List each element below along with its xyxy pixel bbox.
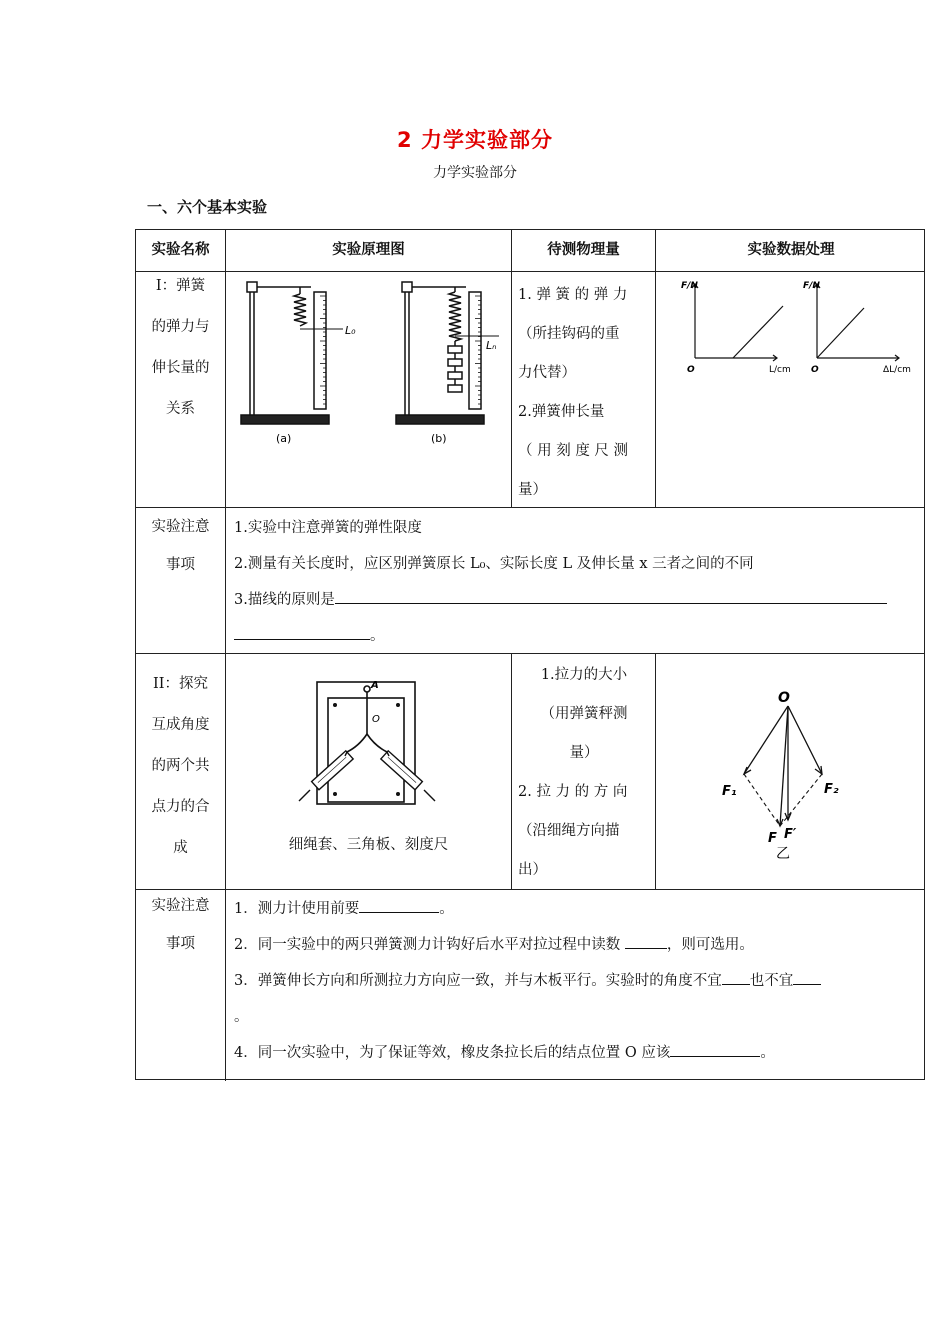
quantity-line: 2. 拉 力 的 方 向 xyxy=(518,784,628,800)
quantity-line: （用弹簧秤测 xyxy=(540,706,628,722)
graph2-y-label: F/N xyxy=(803,281,820,291)
exp1-quantities xyxy=(518,276,650,510)
note-text: 。 xyxy=(370,628,385,644)
quantity-line: （沿细绳方向描 xyxy=(518,823,620,839)
note-item xyxy=(234,927,914,963)
note-item xyxy=(234,891,914,927)
quantity-line: （ 用 刻 度 尺 测 xyxy=(518,443,629,459)
fill-blank[interactable] xyxy=(234,625,370,640)
quantity-line: （所挂钩码的重 xyxy=(518,326,620,342)
fill-blank[interactable] xyxy=(359,898,439,913)
label-yi: 乙 xyxy=(776,846,790,860)
exp2-name-line: 互成角度 xyxy=(151,717,210,733)
header-diagram: 实验原理图 xyxy=(332,242,405,258)
label-b: (b) xyxy=(431,432,447,445)
note-text: ，则可选用。 xyxy=(666,937,754,953)
label-F1: F₁ xyxy=(722,784,737,799)
notes-label-line: 实验注意 xyxy=(151,519,210,535)
exp2-notes-label xyxy=(136,887,225,963)
notes-label-line: 事项 xyxy=(166,557,195,573)
exp1-name-line: 关系 xyxy=(166,401,195,417)
note-item xyxy=(234,1035,914,1071)
exp1-notes xyxy=(234,510,914,654)
note-item xyxy=(234,963,914,999)
note-text: 3．弹簧伸长方向和所测拉力方向应一致，并与木板平行。实验时的角度不宜 xyxy=(234,973,722,989)
exp1-name xyxy=(136,266,225,430)
quantity-line: 2.弹簧伸长量 xyxy=(518,404,605,420)
exp2-name xyxy=(136,664,225,869)
exp2-name-line: 成 xyxy=(173,840,188,856)
note-item: 2.测量有关长度时，应区别弹簧原长 L₀、实际长度 L 及伸长量 x 三者之间的不同 xyxy=(234,556,754,572)
label-a: (a) xyxy=(276,432,292,445)
page-title: 2 力学实验部分 xyxy=(397,128,553,152)
header-quantity: 待测物理量 xyxy=(547,242,620,258)
note-item: 1.实验中注意弹簧的弹性限度 xyxy=(234,520,422,536)
fill-blank[interactable] xyxy=(793,970,821,985)
quantity-line: 1. 弹 簧 的 弹 力 xyxy=(518,287,628,303)
fill-blank[interactable] xyxy=(625,934,667,949)
quantity-line: 量） xyxy=(518,482,547,498)
fill-blank[interactable] xyxy=(722,970,750,985)
header-name: 实验名称 xyxy=(151,242,210,258)
quantity-line: 力代替） xyxy=(518,365,576,381)
note-text: 3.描线的原则是 xyxy=(234,592,335,608)
label-F: F xyxy=(768,831,777,846)
quantity-line: 量） xyxy=(569,745,599,761)
force-parallelogram-diagram xyxy=(716,690,846,860)
page-subtitle: 力学实验部分 xyxy=(433,165,517,181)
graph2-origin: O xyxy=(811,365,819,375)
exp2-name-line: 的两个共 xyxy=(151,758,210,774)
header-data: 实验数据处理 xyxy=(747,242,835,258)
fill-blank[interactable] xyxy=(670,1042,760,1057)
graph1-origin: O xyxy=(687,365,695,375)
force-extension-graphs xyxy=(661,274,923,384)
note-text: 。 xyxy=(760,1045,775,1061)
note-text: 4．同一次实验中，为了保证等效，橡皮条拉长后的结点位置 O 应该 xyxy=(234,1045,671,1061)
exp1-name-line: 的弹力与 xyxy=(151,319,210,335)
note-item xyxy=(234,582,914,618)
graph2-x-label: ΔL/cm xyxy=(883,365,911,375)
quantity-line: 1.拉力的大小 xyxy=(540,667,628,683)
label-O-force: O xyxy=(778,690,790,706)
graph1-y-label: F/N xyxy=(681,281,698,291)
notes-label-line: 事项 xyxy=(166,936,195,952)
label-Ln: Lₙ xyxy=(486,339,497,352)
notes-label-line: 实验注意 xyxy=(151,898,210,914)
note-item xyxy=(234,618,914,654)
exp1-notes-label xyxy=(136,508,225,584)
exp2-name-line: II：探究 xyxy=(153,676,208,692)
label-L0: L₀ xyxy=(345,324,356,337)
exp1-name-line: I：弹簧 xyxy=(155,278,206,294)
exp2-notes xyxy=(234,891,914,1071)
force-board-diagram xyxy=(281,676,456,816)
section-heading: 一、六个基本实验 xyxy=(147,198,268,216)
label-F-prime: F′ xyxy=(784,827,797,842)
exp1-name-line: 伸长量的 xyxy=(151,360,210,376)
experiments-table xyxy=(135,229,925,1080)
label-O-board: O xyxy=(372,714,380,725)
note-text: 1．测力计使用前要 xyxy=(234,901,360,917)
note-item: 。 xyxy=(234,1009,249,1025)
label-A: A xyxy=(371,680,379,691)
note-text: 也不宜 xyxy=(749,973,794,989)
exp2-quantities xyxy=(518,656,650,890)
spring-apparatus-diagram xyxy=(231,274,506,454)
fill-blank[interactable] xyxy=(335,589,887,604)
exp2-caption: 细绳套、三角板、刻度尺 xyxy=(288,837,449,853)
label-F2: F₂ xyxy=(824,782,839,797)
note-text: 。 xyxy=(439,901,454,917)
graph1-x-label: L/cm xyxy=(769,365,791,375)
exp2-name-line: 点力的合 xyxy=(151,799,210,815)
note-text: 2．同一实验中的两只弹簧测力计钩好后水平对拉过程中读数 xyxy=(234,937,625,953)
quantity-line: 出） xyxy=(518,862,547,878)
